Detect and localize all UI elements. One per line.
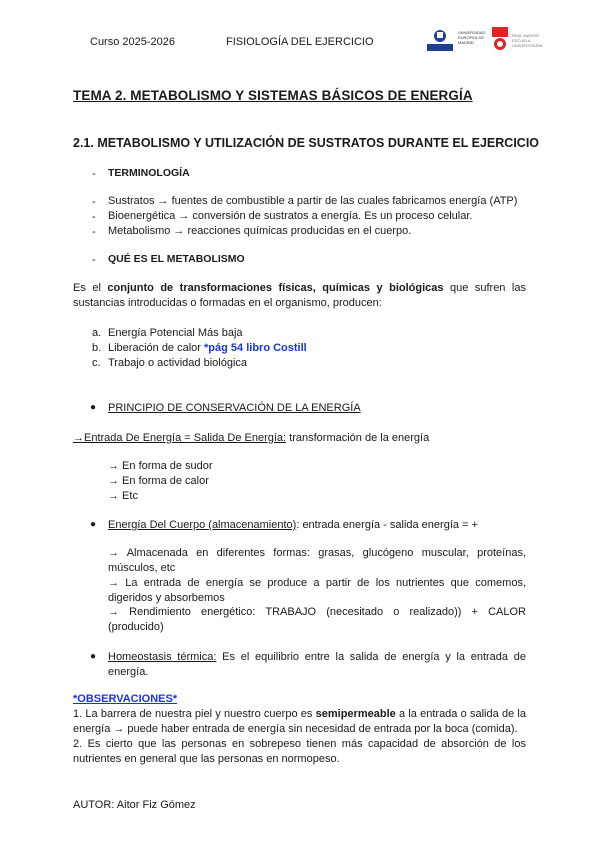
conservacion-heading: PRINCIPIO DE CONSERVACIÓN DE LA ENERGÍA [108,402,361,414]
dash-marker: - [92,254,96,266]
list-item: → Rendimiento energético: TRABAJO (necesitado o realizado)) + CALOR (producido) [108,606,526,633]
university-logo-text: UNIVERSIDAD EUROPEA DE MADRID [458,30,486,45]
list-item: Trabajo o actividad biológica [108,357,248,369]
course-label: Curso 2025-2026 [90,36,176,48]
list-item: Liberación de calor *pág 54 libro Costill [108,342,307,354]
university-logo [425,28,455,52]
bullet-marker: ● [90,519,97,530]
dash-marker: - [92,211,96,223]
list-item: → En forma de calor [108,475,209,487]
section-title: 2.1. METABOLISMO Y UTILIZACIÓN DE SUSTRATOS DURANTE EL EJERCICIO [73,136,540,150]
metabolismo-heading: QUÉ ES EL METABOLISMO [108,253,245,265]
list-item: Metabolismo → reacciones químicas producidas en el cuerpo. [108,225,412,237]
list-marker: b. [92,342,102,354]
terminologia-heading: TERMINOLOGÍA [108,167,190,179]
list-item: Sustratos → fuentes de combustible a partir de las cuales fabricamos energía (ATP) [108,195,518,207]
list-item: → Almacenada en diferentes formas: grasas, glucógeno muscular, proteínas, músculos, etc [108,547,526,574]
real-madrid-logo-text: REAL MADRID ESCUELA UNIVERSITARIA [512,33,543,48]
observacion-1: 1. La barrera de nuestra piel y nuestro cuerpo es semipermeable a la entrada o salida de la energía → puede haber entrada de energía sin necesidad de entrada por la boca (comida). [73,708,526,735]
bullet-marker: ● [90,651,97,662]
list-marker: c. [92,357,101,369]
observacion-2: 2. Es cierto que las personas en sobrepeso tienen más capacidad de absorción de los nutrientes en general que las personas en normopeso. [73,738,526,765]
list-item: Bioenergética → conversión de sustratos a energía. Es un proceso celular. [108,210,473,222]
dash-marker: - [92,226,96,238]
list-item: → La entrada de energía se produce a partir de los nutrientes que comemos, digeridos y absorbemos [108,577,526,604]
page-title: TEMA 2. METABOLISMO Y SISTEMAS BÁSICOS DE ENERGÍA [73,88,473,103]
book-reference: *pág 54 libro Costill [204,342,307,354]
list-marker: a. [92,327,102,339]
energy-equation: →Entrada De Energía = Salida De Energía: transformación de la energía [73,432,430,444]
bullet-marker: ● [90,402,97,413]
list-item: → Etc [108,490,138,502]
subject-label: FISIOLOGÍA DEL EJERCICIO [226,36,374,48]
observaciones-heading: *OBSERVACIONES* [73,693,178,705]
cuerpo-heading: Energía Del Cuerpo (almacenamiento): entrada energía - salida energía = + [108,519,478,531]
list-item: → En forma de sudor [108,460,213,472]
dash-marker: - [92,196,96,208]
homeostasis-text: Homeostasis térmica: Es el equilibrio entre la salida de energía y la entrada de energía. [108,651,526,678]
dash-marker: - [92,168,96,180]
author-footer: AUTOR: Aitor Fiz Gómez [73,799,196,811]
list-item: Energía Potencial Más baja [108,327,243,339]
real-madrid-logo [492,27,508,51]
metabolismo-paragraph: Es el conjunto de transformaciones físicas, químicas y biológicas que sufren las sustancias introducidas o formadas en el organismo, producen: [73,282,526,309]
